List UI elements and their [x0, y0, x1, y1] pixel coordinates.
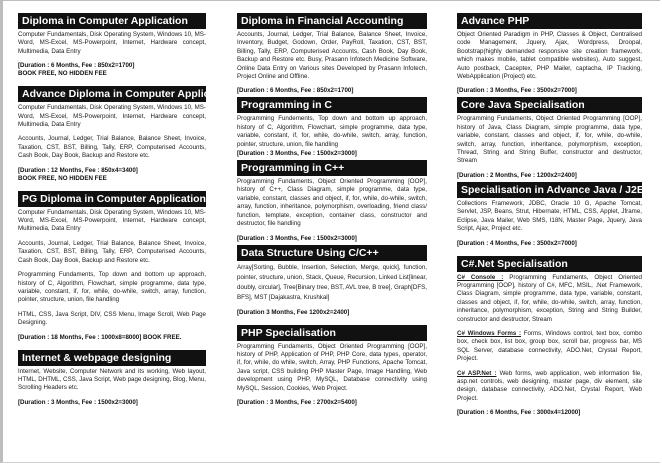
course-duration-fee: [Duration : 4 Months, Fee : 3500x2=7000] — [457, 239, 577, 247]
course-title: Diploma in Computer Application — [18, 13, 206, 29]
csharp-winforms-paragraph — [457, 330, 642, 364]
csharp-console-label: C# Console : — [457, 273, 504, 281]
course-syllabus: Accounts, Journal, Ledger, Trial Balance, Balance Sheet, Invoice, Taxation, CST, BST, Billing, Tally, ERP, Computerised Accounts, Cash Book, Day Book, Backup and Restore etc. — [18, 239, 206, 264]
course-title: Programming in C — [237, 97, 427, 113]
csharp-aspnet-text: Web forms, web application, web information file, asp.net controls, web designing, master page, div element, site design, database connectivity, ADO.Net, Crystal Report, Web Project. — [457, 369, 643, 402]
course-note: BOOK FREE, NO HIDDEN FEE — [18, 70, 107, 78]
course-core-java — [457, 97, 642, 179]
csharp-winforms-text: Forms, Windows control, text box, combo box, check box, list box, group box, scroll bar, progress bar, MS SQL Server, database connectivity, ADO.Net, Crystal Report, Project. — [457, 329, 642, 363]
course-duration-fee: [Duration 3 Months, Fee 1200x2=2400] — [237, 308, 350, 316]
course-advance-php — [457, 13, 642, 95]
course-syllabus: Accounts, Journal, Ledger, Trial Balance, Balance Sheet, Invoice, Taxation, CST, BST, Billing, Tally, ERP, Computerised Accounts, Cash Book, Day Book, Backup and Restore etc. — [18, 135, 206, 160]
csharp-console-text: Programming Fundaments, Object Oriented Programming [OOP], history of C#, MFC, MSIL, .Net Framework, Class Diagram, simple programme, data type, variable, constant, classes and object, if, for, while, do-while, switch, array, function, inheritance, polymorphism, exception, String and String Builder, constructor and destructor, Stream — [457, 273, 642, 323]
course-csharp-net — [457, 256, 642, 418]
course-title: Advance Diploma in Computer Application — [18, 86, 206, 102]
course-duration-fee: [Duration : 3 Months, Fee : 3500x2=7000] — [457, 87, 577, 95]
column-middle — [237, 13, 427, 415]
course-title: C#.Net Specialisation — [457, 256, 642, 272]
course-financial-accounting — [237, 13, 427, 95]
course-syllabus: Internet, Website, Computer Network and its working, Web layout, HTML, DHTML, CSS, Java Script, Web page designing, Blog, Menu, Scrolling Headers etc. — [18, 367, 206, 392]
course-duration-fee: [Duration : 6 Months, Fee : 850x2=1700] — [237, 87, 354, 95]
course-syllabus: Object Oriented Paradigm in PHP, Classes & Object, Centralised code Management, Jquery, Ajax, Wordpress, Droopal, Bootstrap(highly demanded responsive site creation framework, which makes mobile, tablet compatible websites), Auto suggest, Auto postback, Caceptex, PHP Mailer, captacha, IP Tracking, WebApplication (Project) etc. — [457, 31, 642, 81]
course-syllabus: Computer Fundamentals, Disk Operating System, Windows 10, MS-Word, MS-Excel, MS-Powerpoint, Internet, Hardware concept, Multimedia, Data Entry — [18, 31, 206, 55]
course-syllabus: Computer Fundamentals, Disk Operating System, Windows 10, MS-Word, MS-Excel, MS-Powerpoint, Internet, Hardware concept, Multimedia, Data Entry — [18, 208, 206, 233]
course-syllabus: Array[Sorting, Bubble, Insertion, Selection, Merge, quick], function, pointer, structure, union, Stack, Queue, Recursion, Linked List[linear, doubly, circular], Tree[Binary tree, BST, AVL tree, B tree], Graph[DFS, BFS], MST [Dajakastra, Krushkal] — [237, 263, 427, 301]
course-programming-cpp — [237, 160, 427, 242]
course-syllabus: HTML, CSS, Java Script, DIV, CSS Menu, Image Scroll, Web Page Designing. — [18, 310, 206, 327]
course-title: Specialisation in Advance Java / J2EE — [457, 182, 642, 198]
course-note: BOOK FREE, NO HIDDEN FEE — [18, 174, 107, 182]
course-duration-fee: [Duration : 6 Months, Fee : 3000x4=12000] — [457, 409, 581, 417]
course-programming-c — [237, 97, 427, 158]
course-syllabus: Programming Fundaments, Object Oriented Programming [OOP], history of Java, Class Diagram, simple programme, data type, variable, constant, classes and object, if, for, while, do-while, switch, array, function, inheritance, polymorphism, exception, Thread, String and String Buffer, constructor and destructor, Stream — [457, 115, 642, 165]
course-duration-fee: [Duration : 18 Months, Fee : 1000x8=8000] BOOK FREE. — [18, 333, 182, 341]
course-duration-fee: [Duration : 3 Months, Fee : 2700x2=5400] — [237, 398, 357, 406]
course-title: Advance PHP — [457, 13, 642, 29]
course-title: Programming in C++ — [237, 160, 427, 176]
course-duration-fee: [Duration : 2 Months, Fee : 1200x2=2400] — [457, 171, 577, 179]
course-title: Diploma in Financial Accounting — [237, 13, 427, 29]
course-dca — [18, 13, 206, 78]
csharp-winforms-label: C# Windows Forms : — [457, 329, 522, 337]
course-internet-webpage — [18, 350, 206, 407]
csharp-aspnet-label: C# ASP.Net : — [457, 369, 497, 377]
course-pgdca — [18, 191, 206, 342]
course-adca — [18, 86, 235, 182]
column-right — [457, 13, 651, 425]
column-left — [18, 13, 235, 415]
course-title: PG Diploma in Computer Application — [18, 191, 206, 207]
course-duration-fee: [Duration : 6 Months, Fee : 850x2=1700] — [18, 62, 135, 70]
course-syllabus: Collections Framework, JDBC, Oracle 10 G, Apache Tomcat, Servlet, JSP, Beans, Strut, Hibernate, HTML, CSS, Applet, Jframe, Eclipse, Java Mailer, Web SMS, I18N, Master Page, Jquery, Java Script, Ajax, Project etc. — [457, 199, 642, 233]
course-title: Internet & webpage designing — [18, 350, 206, 366]
csharp-aspnet-paragraph — [457, 370, 642, 404]
course-syllabus: Programming Fundaments, Top down and bottom up approach, history of C, Algorithm, Flowchart, simple programme, data type, variable, constant, if, for, while, do-while, switch, array, function, pointer, structure, union, file handling — [18, 271, 206, 304]
course-syllabus: Programming Fundaments, Object Oriented Programming [OOP], history of C++, Class Diagram, simple programme, data type, variable, constant, classes and object, if, for, while, do-while, switch, array, function, inheritance, polymorphism, overloading, friend class/ function, template, exception, container class, constructor and destructor, file handling — [237, 178, 427, 228]
course-data-structure — [237, 245, 427, 317]
course-duration-fee: [Duration : 3 Months, Fee : 1500x2=3000] — [237, 234, 357, 242]
course-syllabus: Programming Fundements, Top down and bottom up approach, history of C, Algorithm, Flowchart, simple programme, data type, variable, constant, if, for, while, do-while, switch, array, function, pointer, structure, union, file handling — [237, 115, 427, 148]
course-title: PHP Specialisation — [237, 325, 427, 341]
course-duration-fee: [Duration : 12 Months, Fee : 850x4=3400] — [18, 166, 138, 174]
course-syllabus: Computer Fundamentals, Disk Operating System, Windows 10, MS-Word, MS-Excel, MS-Powerpoint, Internet, Hardware concept, Multimedia, Data Entry — [18, 104, 206, 129]
course-syllabus: Accounts, Journal, Ledger, Trial Balance, Balance Sheet, Invoice, Inventory, Budget, Godown, Order, PayRoll, Taxation, CST, BST, Billing, Tally, ERP, Computerised Accounts, Cash Book, Day Book, Backup and Restore etc. Busy, Prasann Infotech Medicine Software, Online Data Entry on Various sites Developed by Prasann Infotech, Project Online and Offline. — [237, 31, 427, 81]
course-title: Core Java Specialisation — [457, 97, 642, 113]
csharp-console-paragraph — [457, 274, 642, 324]
course-advance-java — [457, 182, 651, 248]
course-syllabus: Programming Fundaments, Object Oriented Programming [OOP], history of PHP, Application of PHP, PHP Core, data types, operator, if, for, while, do while, switch, Array, PHP Functions, Apache Tomcat, Java script, CSS building PHP Master Page, Image Handling, Web development using PHP, MySQL, Database connectivity using MySQL, Session, Cookies, Web Project. — [237, 342, 427, 392]
course-duration-fee: [Duration : 3 Months, Fee : 1500x2=3000] — [18, 398, 138, 406]
course-php-specialisation — [237, 325, 427, 407]
course-title: Data Structure Using C/C++ — [237, 245, 427, 261]
course-duration-fee: [Duration : 3 Months, Fee : 1500x2=3000] — [237, 150, 357, 158]
